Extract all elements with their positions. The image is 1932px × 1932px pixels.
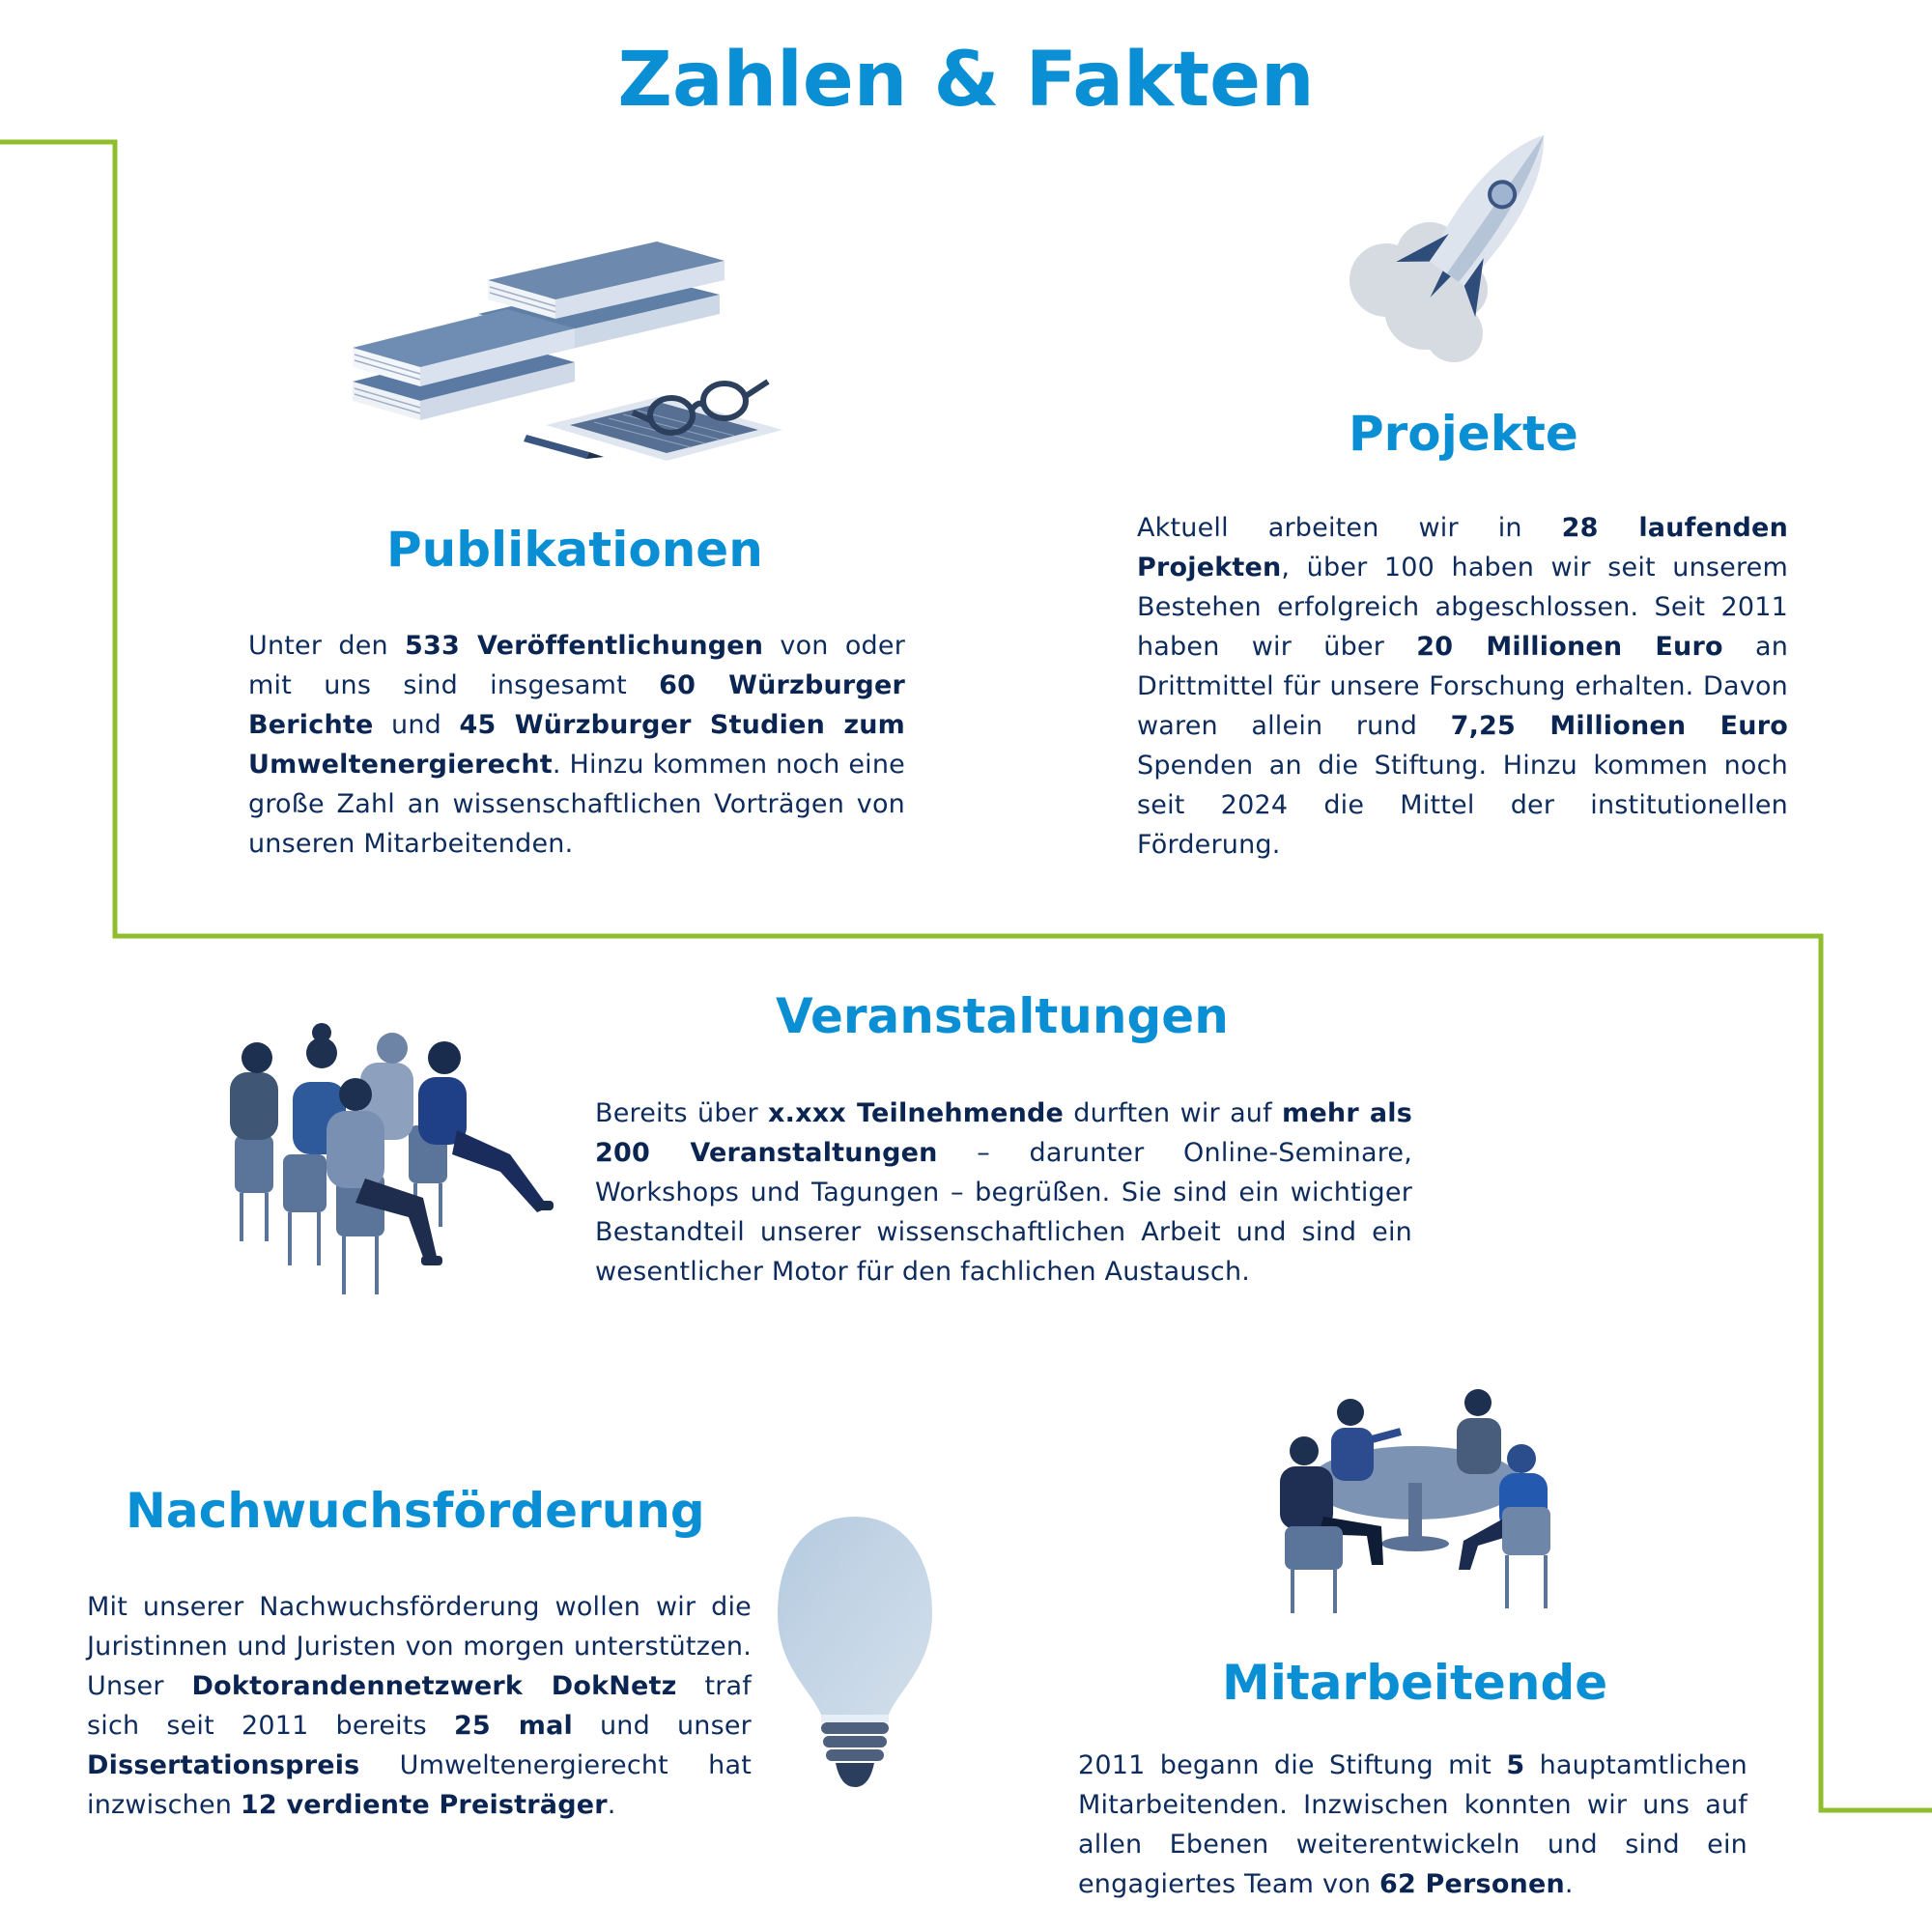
body-text-run: – darunter Online-Seminare, Workshops und Tagungen – begrüßen. Sie sind ein wichtiger Bestandteil unserer wissenschaftlichen Arbeit und sind ein wesentlicher Motor für den fachlichen Austausch. [595,1138,1412,1287]
highlight-text: 60 Würzburger Berichte [248,670,905,740]
body-text-run: Unter den [248,631,406,661]
highlight-text: 28 laufenden Projekten [1137,513,1788,582]
section-heading-publikationen: Publikationen [386,522,763,578]
body-text-run: durften wir auf [1064,1098,1283,1128]
highlight-text: 25 mal [453,1711,573,1741]
highlight-text: mehr als 200 Veranstaltungen [595,1098,1413,1168]
lightbulb-icon [773,1512,937,1792]
body-text-run: traf sich seit 2011 bereits [87,1671,753,1741]
section-body-publikationen [248,626,905,864]
highlight-text: Dissertationspreis [87,1750,360,1780]
page-title: Zahlen & Fakten [617,37,1315,124]
meeting-table-icon [1275,1372,1565,1623]
body-text-run: und unser [572,1711,752,1741]
body-text-run: . [1564,1869,1574,1899]
body-text-run: Aktuell arbeiten wir in [1137,513,1562,543]
books-glasses-icon [343,237,797,473]
section-body-projekte [1137,508,1788,865]
body-text-run: an Drittmittel für unsere Forschung erhalten. Davon waren allein rund [1137,632,1789,741]
highlight-text: 7,25 Millionen Euro [1450,711,1788,741]
body-text-run: Spenden an die Stiftung. Hinzu kommen noch seit 2024 die Mittel der institutionellen Förderung. [1137,751,1788,860]
body-text-run: . Hinzu kommen noch eine große Zahl an wissenschaftlichen Vorträgen von unseren Mitarbeitenden. [248,750,905,859]
body-text-run: von oder mit uns sind insgesamt [248,631,905,700]
section-heading-veranstaltungen: Veranstaltungen [776,988,1229,1044]
highlight-text: 5 [1506,1750,1525,1780]
body-text-run: und [373,710,460,740]
body-text-run: Mit unserer Nachwuchsförderung wollen wir die Juristinnen und Juristen von morgen unterstützen. Unser [87,1592,752,1701]
section-body-nachwuchs [87,1587,752,1825]
highlight-text: 533 Veröffentlichungen [405,631,764,661]
body-text-run: . [607,1790,616,1820]
body-text-run: , über 100 haben wir seit unserem Bestehen erfolgreich abgeschlossen. Seit 2011 haben wir über [1137,553,1788,662]
section-body-mitarbeitende [1078,1746,1747,1904]
rocket-icon [1338,116,1589,377]
highlight-text: Doktorandennetzwerk DokNetz [191,1671,677,1701]
section-heading-mitarbeitende: Mitarbeitende [1222,1655,1608,1711]
body-text-run: Umweltenergierecht hat inzwischen [87,1750,752,1820]
body-text-run: Bereits über [595,1098,768,1128]
body-text-run: 2011 begann die Stiftung mit [1078,1750,1507,1780]
section-heading-projekte: Projekte [1349,406,1578,462]
highlight-text: 62 Personen [1378,1869,1565,1899]
highlight-text: 45 Würzburger Studien zum Umweltenergierecht [248,710,906,780]
section-heading-nachwuchs: Nachwuchsförderung [126,1483,705,1539]
highlight-text: 12 verdiente Preisträger [240,1790,608,1820]
highlight-text: x.xxx Teilnehmende [768,1098,1065,1128]
highlight-text: 20 Millionen Euro [1416,632,1723,662]
audience-icon [220,1009,578,1299]
section-body-veranstaltungen [595,1094,1412,1292]
body-text-run: hauptamtlichen Mitarbeitenden. Inzwischen konnten wir uns auf allen Ebenen weiterentwickeln und sind ein engagiertes Team von [1078,1750,1747,1899]
